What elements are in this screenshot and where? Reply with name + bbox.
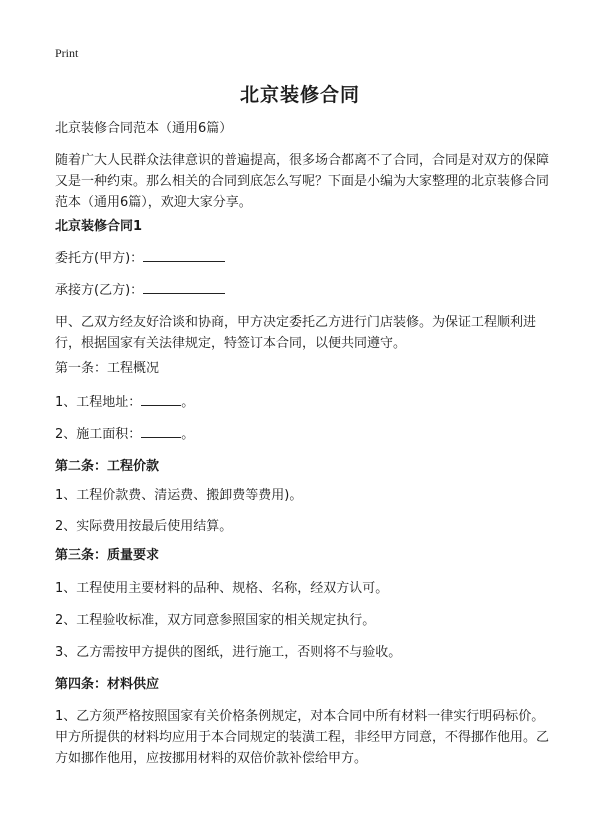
document-subtitle: 北京装修合同范本（通用6篇）	[55, 121, 233, 136]
article1-item2-end: 。	[181, 427, 195, 442]
party-b-blank	[143, 281, 225, 294]
party-a-line	[55, 248, 550, 269]
article1-heading: 第一条：工程概况	[55, 361, 160, 376]
party-a-label: 委托方(甲方)：	[55, 251, 144, 266]
article2-item2: 2、实际费用按最后使用结算。	[55, 519, 233, 534]
intro-paragraph: 随着广大人民群众法律意识的普遍提高，很多场合都离不了合同，合同是对双方的保障又是一种约束。那么相关的合同到底怎么写呢？下面是小编为大家整理的北京装修合同范本（通用6篇），欢迎大家分享。	[55, 153, 550, 210]
article2-item1: 1、工程价款费、清运费、搬卸费等费用)。	[55, 488, 303, 503]
preamble-paragraph: 甲、乙双方经友好洽谈和协商，甲方决定委托乙方进行门店装修。为保证工程顺利进行，根据国家有关法律规定，特签订本合同，以便共同遵守。	[55, 315, 537, 351]
section-heading: 北京装修合同1	[55, 219, 143, 234]
party-b-label: 承接方(乙方)：	[55, 283, 144, 298]
print-link[interactable]: Print	[55, 46, 79, 60]
article1-item1-label: 1、工程地址：	[55, 395, 142, 410]
article4-heading: 第四条：材料供应	[55, 677, 160, 692]
article3-item3: 3、乙方需按甲方提供的图纸，进行施工，否则将不与验收。	[55, 645, 402, 660]
article4-item1: 1、乙方须严格按照国家有关价格条例规定，对本合同中所有材料一律实行明码标价。甲方所提供的材料均应用于本合同规定的装潢工程，非经甲方同意，不得挪作他用。乙方如挪作他用，应按挪用材料的双倍价款补偿给甲方。	[55, 709, 550, 766]
party-b-line	[55, 280, 550, 301]
article3-item1: 1、工程使用主要材料的品种、规格、名称，经双方认可。	[55, 581, 389, 596]
article1-item1-end: 。	[181, 395, 195, 410]
article1-item2	[55, 424, 550, 445]
article1-item1	[55, 392, 550, 413]
article3-heading: 第三条：质量要求	[55, 548, 160, 563]
article1-item1-blank	[141, 393, 181, 406]
document-title: 北京装修合同	[239, 84, 360, 106]
party-a-blank	[143, 249, 225, 262]
article2-heading: 第二条：工程价款	[55, 459, 160, 474]
article1-item2-blank	[141, 425, 181, 438]
article3-item2: 2、工程验收标准，双方同意参照国家的相关规定执行。	[55, 613, 376, 628]
article1-item2-label: 2、施工面积：	[55, 427, 142, 442]
